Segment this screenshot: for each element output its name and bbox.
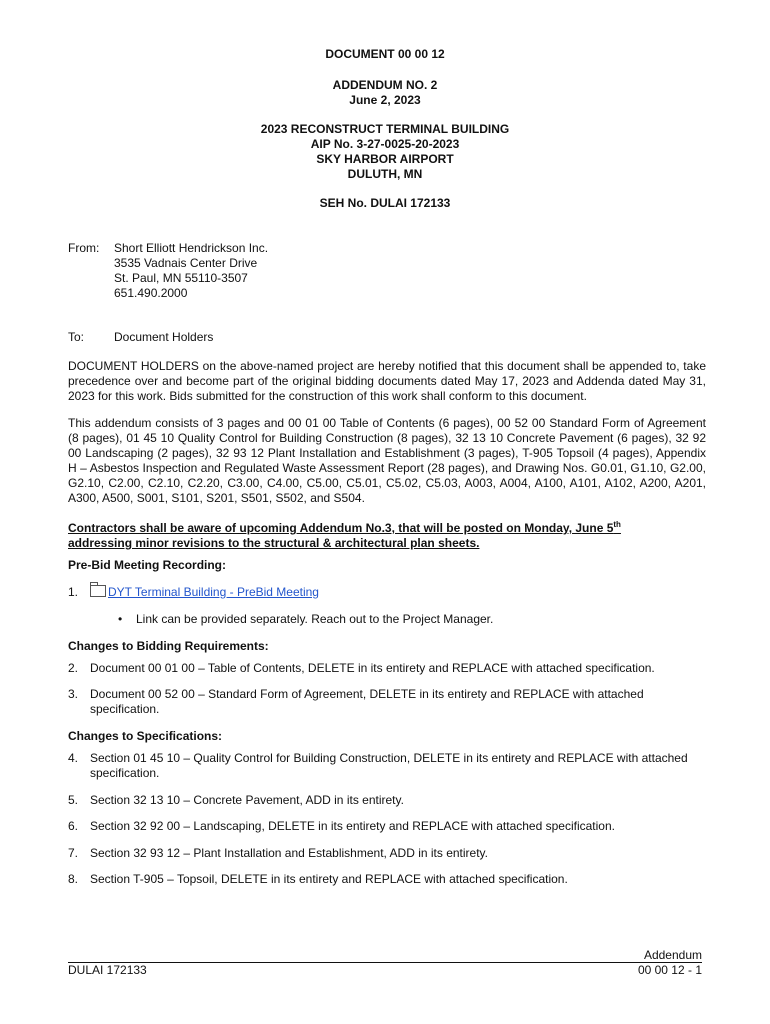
footer-page-number: 00 00 12 - 1 xyxy=(637,963,702,977)
prebid-link-row xyxy=(90,585,702,600)
list-item: Section 32 13 10 – Concrete Pavement, ADD in its entirety. xyxy=(90,793,404,807)
prebid-meeting-link[interactable]: DYT Terminal Building - PreBid Meeting xyxy=(108,585,319,599)
document-number: DOCUMENT 00 00 12 xyxy=(325,47,445,61)
upcoming-addendum-notice xyxy=(68,521,706,551)
to-label: To: xyxy=(68,330,85,344)
to-value: Document Holders xyxy=(114,330,214,344)
seh-number: SEH No. DULAI 172133 xyxy=(319,196,451,210)
aip-number: AIP No. 3-27-0025-20-2023 xyxy=(310,137,460,151)
from-line-company: Short Elliott Hendrickson Inc. xyxy=(114,241,269,255)
bullet-dot: • xyxy=(118,612,123,626)
prebid-link-note: Link can be provided separately. Reach out to the Project Manager. xyxy=(136,612,494,626)
item-number: 2. xyxy=(68,661,79,675)
airport-name: SKY HARBOR AIRPORT xyxy=(316,152,454,166)
from-label: From: xyxy=(68,241,100,255)
list-item: Section 32 93 12 – Plant Installation and Establishment, ADD in its entirety. xyxy=(90,846,489,860)
footer-doc-type: Addendum xyxy=(643,948,702,962)
city-state: DULUTH, MN xyxy=(347,167,423,181)
footer-project-number: DULAI 172133 xyxy=(68,963,147,977)
item-number: 5. xyxy=(68,793,79,807)
from-line-phone: 651.490.2000 xyxy=(114,286,188,300)
list-item: Section 01 45 10 – Quality Control for Building Construction, DELETE in its entirety and REPLACE with attached specification. xyxy=(90,751,688,780)
folder-icon xyxy=(90,585,106,597)
from-line-city: St. Paul, MN 55110-3507 xyxy=(114,271,248,285)
list-item: Document 00 52 00 – Standard Form of Agreement, DELETE in its entirety and REPLACE with attached specification. xyxy=(90,687,644,716)
item-number: 6. xyxy=(68,819,79,833)
from-line-street: 3535 Vadnais Center Drive xyxy=(114,256,258,270)
addendum-contents-paragraph: This addendum consists of 3 pages and 00 01 00 Table of Contents (6 pages), 00 52 00 Standard Form of Agreement (8 pages), 01 45 10 Quality Control for Building Construction (8 pages), 32 13 10 Concrete Pavement (6 pages), 32 92 00 Landscaping (2 pages), 32 93 12 Plant Installation and Establishment (3 pages), T-905 Topsoil (4 pages), Appendix H – Asbestos Inspection and Regulated Waste Assessment Report (28 pages), and Drawing Nos. G0.01, G1.10, G2.00, G2.10, C2.00, C2.10, C2.20, C3.00, C4.00, C5.00, C5.01, C5.02, C5.03, A003, A004, A100, A101, A102, A200, A201, A300, A500, S001, S101, S201, S501, S502, and S504. xyxy=(68,416,706,505)
item-number: 1. xyxy=(68,585,79,599)
addendum-date: June 2, 2023 xyxy=(349,93,421,107)
list-item: Section 32 92 00 – Landscaping, DELETE in its entirety and REPLACE with attached specification. xyxy=(90,819,615,833)
project-title: 2023 RECONSTRUCT TERMINAL BUILDING xyxy=(260,122,510,136)
addendum-title: ADDENDUM NO. 2 xyxy=(332,78,438,92)
item-number: 8. xyxy=(68,872,79,886)
item-number: 7. xyxy=(68,846,79,860)
item-number: 3. xyxy=(68,687,79,701)
notice-superscript: th xyxy=(613,520,621,529)
notice-line-1: Contractors shall be aware of upcoming Addendum No.3, that will be posted on Monday, June 5 xyxy=(68,521,614,535)
prebid-heading: Pre-Bid Meeting Recording: xyxy=(68,558,227,572)
notice-paragraph: DOCUMENT HOLDERS on the above-named project are hereby notified that this document shall be appended to, take precedence over and become part of the original bidding documents dated May 17, 2023 and Addenda dated May 31, 2023 for this work. Bids submitted for the construction of this work shall conform to this document. xyxy=(68,359,706,403)
list-item: Document 00 01 00 – Table of Contents, DELETE in its entirety and REPLACE with attached specification. xyxy=(90,661,655,675)
notice-line-2: addressing minor revisions to the structural & architectural plan sheets. xyxy=(68,536,480,550)
footer-divider xyxy=(68,962,702,963)
specifications-heading: Changes to Specifications: xyxy=(68,729,223,743)
list-item: Section T-905 – Topsoil, DELETE in its entirety and REPLACE with attached specification. xyxy=(90,872,568,886)
bidding-heading: Changes to Bidding Requirements: xyxy=(68,639,269,653)
item-number: 4. xyxy=(68,751,79,765)
